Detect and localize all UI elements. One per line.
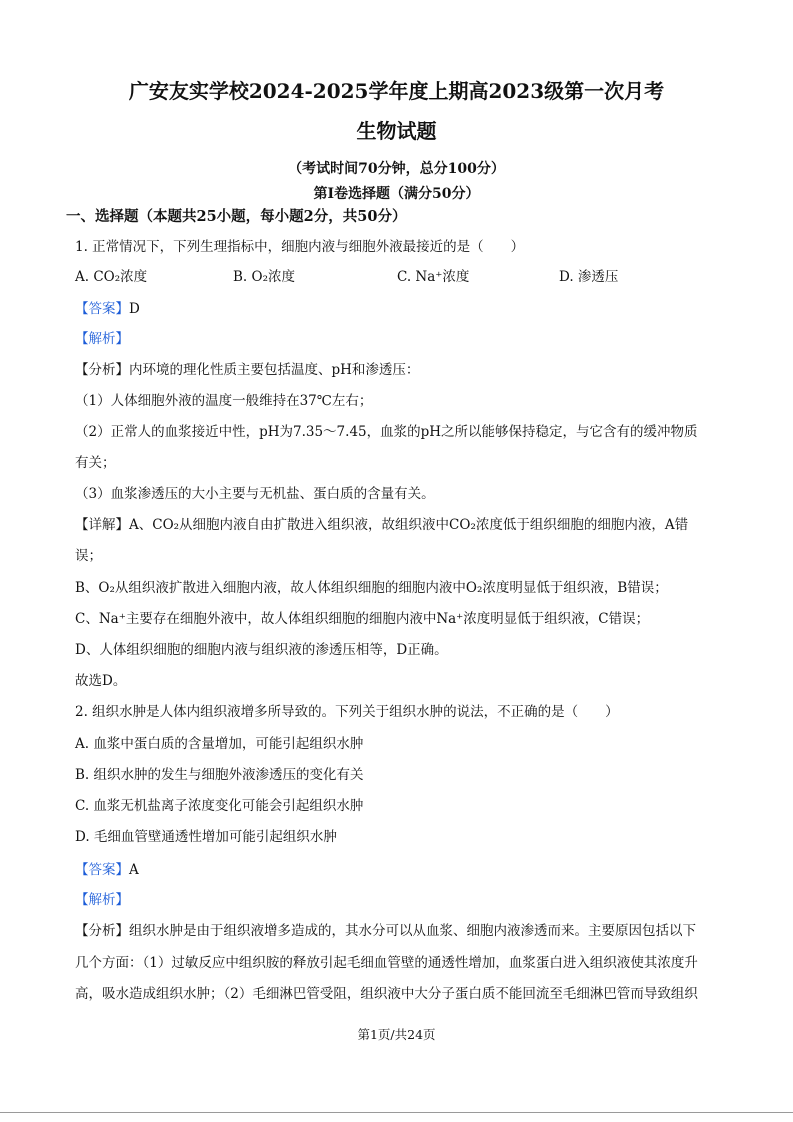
volume-heading: 第Ⅰ卷选择题（满分50分）: [313, 186, 480, 202]
analysis-tag: 【解析】: [75, 331, 129, 347]
question-2-option-c: C. 血浆无机盐离子浓度变化可能会引起组织水肿: [75, 798, 364, 814]
question-1-point-2: （2）正常人的血浆接近中性，pH为7.35～7.45，血浆的pH之所以能够保持稳定，与它含有的缓冲物质: [75, 424, 698, 440]
question-2-fenxi-3: 高，吸水造成组织水肿；（2）毛细淋巴管受阻，组织液中大分子蛋白质不能回流至毛细淋巴管而导致组织: [75, 986, 698, 1002]
question-2-stem: 2. 组织水肿是人体内组织液增多所导致的。下列关于组织水肿的说法，不正确的是（ ）: [75, 704, 619, 720]
question-1-option-c: C. Na⁺浓度: [397, 269, 470, 285]
question-1-conclusion: 故选D。: [75, 673, 127, 689]
exam-title: 广安友实学校2024-2025学年度上期高2023级第一次月考: [128, 79, 665, 103]
fenxi-tag: 【分析】: [75, 923, 129, 939]
xiangjie-tag: 【详解】: [75, 517, 129, 533]
answer-tag: 【答案】: [75, 301, 129, 317]
question-1-detail-a: [75, 516, 688, 534]
question-2-option-d: D. 毛细血管壁通透性增加可能引起组织水肿: [75, 829, 337, 845]
section-heading: 一、选择题（本题共25小题，每小题2分，共50分）: [66, 208, 407, 225]
question-1-option-a: A. CO₂浓度: [75, 269, 148, 285]
question-1-point-1: （1）人体细胞外液的温度一般维持在37℃左右；: [75, 393, 373, 409]
answer-value: A: [129, 862, 139, 878]
page-number: 第1页/共24页: [357, 1027, 436, 1042]
page-bottom-divider: [0, 1112, 793, 1113]
question-1-answer: [75, 300, 140, 318]
question-2-answer: [75, 861, 139, 879]
detail-a-text: A、CO₂从细胞内液自由扩散进入组织液，故组织液中CO₂浓度低于组织细胞的细胞内液，A错: [129, 517, 689, 533]
question-2-option-b: B. 组织水肿的发生与细胞外液渗透压的变化有关: [75, 767, 364, 783]
question-1-option-d: D. 渗透压: [559, 269, 619, 285]
answer-value: D: [129, 301, 140, 317]
analysis-tag: 【解析】: [75, 892, 129, 908]
fenxi-text: 组织水肿是由于组织液增多造成的，其水分可以从血浆、细胞内液渗透而来。主要原因包括以下: [129, 923, 696, 939]
question-2-fenxi-2: 几个方面：（1）过敏反应中组织胺的释放引起毛细血管壁的通透性增加，血浆蛋白进入组织液使其浓度升: [75, 955, 698, 971]
question-1-point-3: （3）血浆渗透压的大小主要与无机盐、蛋白质的含量有关。: [75, 486, 435, 502]
question-1-detail-d: D、人体组织细胞的细胞内液与组织液的渗透压相等，D正确。: [75, 642, 448, 658]
question-2-fenxi-1: [75, 922, 696, 940]
question-1-option-b: B. O₂浓度: [233, 269, 295, 285]
question-2-analysis-tag: [75, 891, 129, 909]
question-1-detail-a-cont: 误；: [75, 548, 102, 564]
question-1-fenxi: [75, 361, 419, 379]
question-2-option-a: A. 血浆中蛋白质的含量增加，可能引起组织水肿: [75, 736, 364, 752]
fenxi-tag: 【分析】: [75, 362, 129, 378]
question-1-detail-b: B、O₂从组织液扩散进入细胞内液，故人体组织细胞的细胞内液中O₂浓度明显低于组织液，B错误；: [75, 580, 668, 596]
question-1-point-2-cont: 有关；: [75, 455, 116, 471]
question-1-analysis-tag: [75, 330, 129, 348]
exam-info: （考试时间70分钟，总分100分）: [288, 161, 505, 177]
question-1-detail-c: C、Na⁺主要存在细胞外液中，故人体组织细胞的细胞内液中Na⁺浓度明显低于组织液，C错误；: [75, 611, 650, 627]
fenxi-text: 内环境的理化性质主要包括温度、pH和渗透压：: [129, 362, 420, 378]
subject-title: 生物试题: [356, 119, 437, 143]
answer-tag: 【答案】: [75, 862, 129, 878]
question-1-stem: 1. 正常情况下，下列生理指标中，细胞内液与细胞外液最接近的是（ ）: [75, 239, 525, 255]
